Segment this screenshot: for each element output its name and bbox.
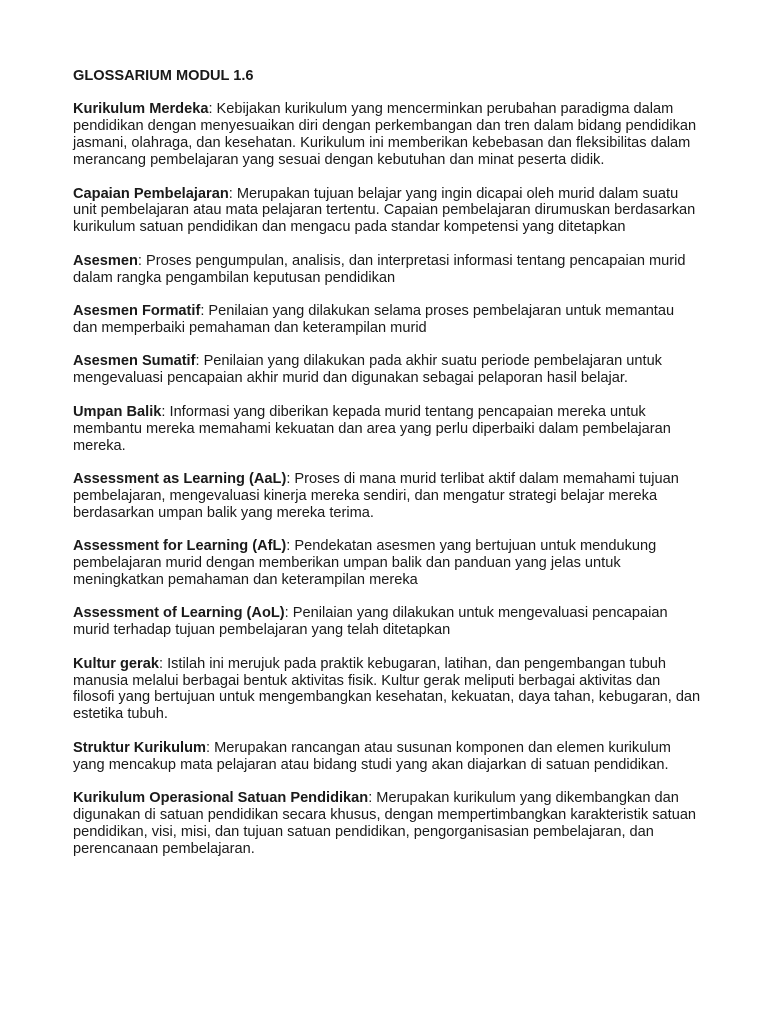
glossary-term: Umpan Balik [73, 403, 162, 420]
glossary-term: Kurikulum Operasional Satuan Pendidikan [73, 790, 369, 807]
glossary-entry [73, 303, 701, 337]
glossary-definition: : Penilaian yang dilakukan untuk mengevaluasi pencapaian murid terhadap tujuan pembelajaran yang telah ditetapkan [73, 605, 668, 639]
glossary-term: Asesmen [73, 252, 138, 269]
glossary-term: Asesmen Formatif [73, 303, 201, 320]
glossary-entry [73, 404, 701, 455]
glossary-term: Capaian Pembelajaran [73, 185, 229, 202]
glossary-definition: : Proses di mana murid terlibat aktif dalam memahami tujuan pembelajaran, mengevaluasi kinerja mereka sendiri, dan mengatur strategi belajar mereka berdasarkan umpan balik yang mereka terima. [73, 470, 679, 521]
glossary-term: Assessment of Learning (AoL) [73, 605, 285, 622]
glossary-entry [73, 101, 701, 169]
glossary-definition: : Penilaian yang dilakukan selama proses pembelajaran untuk memantau dan memperbaiki pemahaman dan keterampilan murid [73, 303, 675, 336]
glossary-definition: : Merupakan rancangan atau susunan komponen dan elemen kurikulum yang mencakup mata pelajaran atau bidang studi yang akan diajarkan di satuan pendidikan. [73, 739, 671, 773]
document-title: GLOSSARIUM MODUL 1.6 [73, 68, 254, 84]
glossary-definition: : Merupakan kurikulum yang dikembangkan dan digunakan di satuan pendidikan secara khusus, dengan mempertimbangkan karakteristik satuan pendidikan, visi, misi, dan tujuan satuan pendidikan, pengorganisasian pembelajaran, dan perencanaan pembelajaran. [73, 790, 697, 857]
glossary-definition: : Pendekatan asesmen yang bertujuan untuk mendukung pembelajaran murid dengan memberikan umpan balik dan panduan yang jelas untuk meningkatkan pemahaman dan keterampilan mereka [73, 538, 657, 588]
glossary-term: Kurikulum Merdeka [73, 101, 209, 118]
glossary-entry [73, 186, 701, 237]
glossary-definition: : Proses pengumpulan, analisis, dan interpretasi informasi tentang pencapaian murid dalam rangka pengambilan keputusan pendidikan [73, 252, 686, 286]
glossary-definition: : Kebijakan kurikulum yang mencerminkan perubahan paradigma dalam pendidikan dengan menyesuaikan diri dengan perkembangan dan tren dalam bidang pendidikan jasmani, olahraga, dan kesehatan. Kurikulum ini memberikan kebebasan dan fleksibilitas dalam merancang pembelajaran yang sesuai dengan kebutuhan dan minat peserta didik. [73, 101, 697, 169]
glossary-entry [73, 605, 701, 639]
glossary-definition: : Informasi yang diberikan kepada murid tentang pencapaian mereka untuk membantu mereka memahami kekuatan dan area yang perlu diperbaiki dalam pembelajaran mereka. [73, 403, 671, 454]
glossary-entry [73, 656, 701, 724]
glossary-entry [73, 538, 701, 589]
glossary-entry [73, 471, 701, 522]
glossary-entry [73, 353, 701, 387]
glossary-term: Asesmen Sumatif [73, 353, 196, 370]
glossary-term: Assessment as Learning (AaL) [73, 470, 287, 487]
glossary-term: Kultur gerak [73, 655, 159, 672]
glossary-term: Struktur Kurikulum [73, 739, 206, 756]
glossary-entry [73, 790, 701, 858]
glossary-definition: : Penilaian yang dilakukan pada akhir suatu periode pembelajaran untuk mengevaluasi pencapaian akhir murid dan digunakan sebagai pelaporan hasil belajar. [73, 353, 662, 387]
glossary-entry [73, 253, 701, 287]
glossary-definition: : Merupakan tujuan belajar yang ingin dicapai oleh murid dalam suatu unit pembelajaran atau mata pelajaran tertentu. Capaian pembelajaran dirumuskan berdasarkan kurikulum satuan pendidikan dan mengacu pada standar kompetensi yang ditetapkan [73, 185, 696, 236]
glossary-term: Assessment for Learning (AfL) [73, 538, 287, 555]
glossary-definition: : Istilah ini merujuk pada praktik kebugaran, latihan, dan pengembangan tubuh manusia melalui berbagai bentuk aktivitas fisik. Kultur gerak meliputi berbagai aktivitas dan filosofi yang bertujuan untuk mengembangkan kesehatan, kekuatan, daya tahan, kebugaran, dan estetika tubuh. [73, 655, 701, 723]
document-page [73, 68, 701, 874]
glossary-entry [73, 740, 701, 774]
